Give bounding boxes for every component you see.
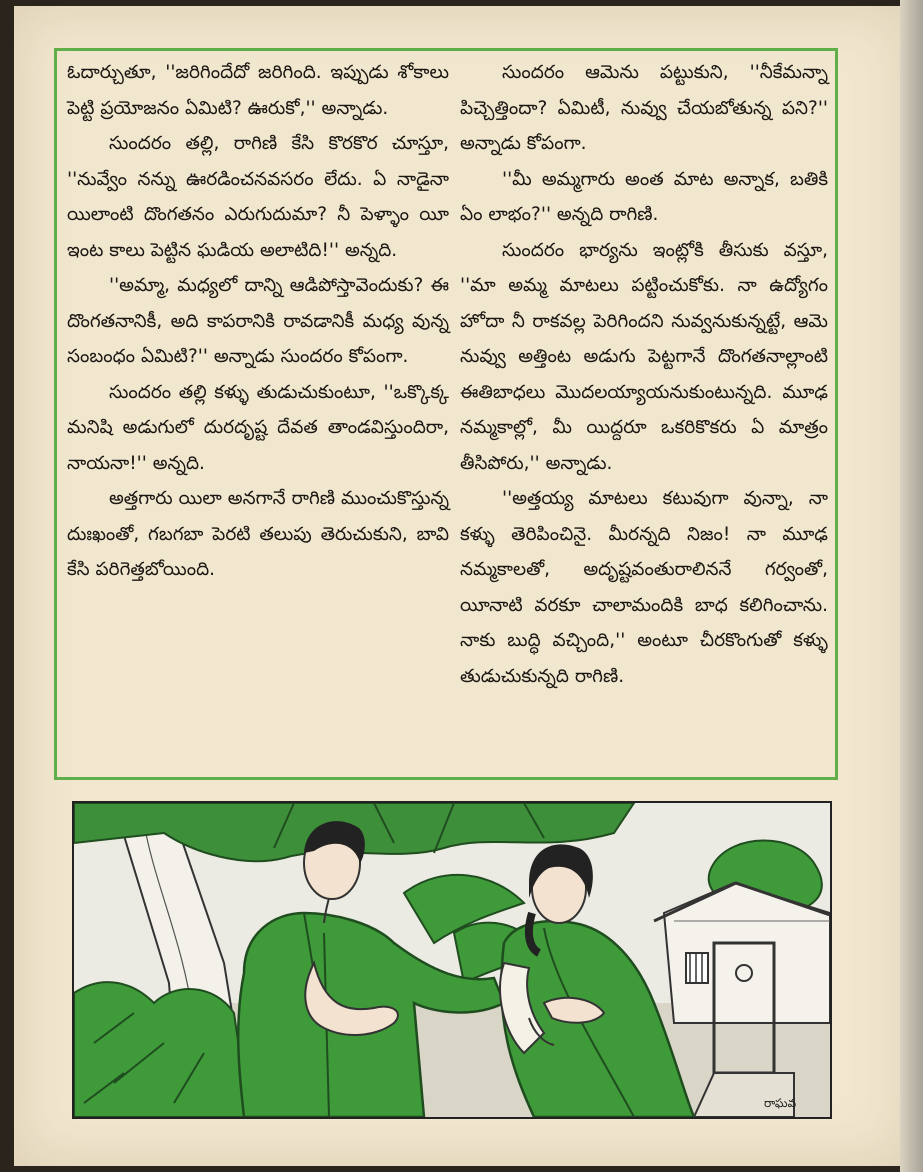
paragraph: ''మీ అమ్మగారు అంత మాట అన్నాక, బతికి ఏం లాభం?'' అన్నది రాగిణి. [460, 168, 828, 225]
paragraph: ''అమ్మా, మధ్యలో దాన్ని ఆడిపోస్తావెందుకు? ఈ దొంగతనానికీ, అది కాపరానికి రావడానికీ మధ్య వున్న సంబంధం ఏమిటి?'' అన్నాడు సుందరం కోపంగా. [67, 275, 449, 367]
story-illustration [72, 801, 832, 1119]
page-edge [900, 0, 923, 1172]
right-text-column [460, 55, 828, 694]
paragraph: అత్తగారు యిలా అనగానే రాగిణి ముంచుకొస్తున్న దుఃఖంతో, గబగబా పెరటి తలుపు తెరుచుకుని, బావి కేసి పరిగెత్తబోయింది. [67, 488, 449, 580]
plant-leaves [74, 982, 249, 1117]
paragraph: సుందరం తల్లి, రాగిణి కేసి కొరకొర చూస్తూ, ''నువ్వేం నన్ను ఊరడించనవసరం లేదు. ఏ నాడైనా యిలాంటి దొంగతనం ఎరుగుదుమా? నీ పెళ్ళాం యీ ఇంట కాలు పెట్టిన ఘడియ అలాటిది!'' అన్నది. [67, 133, 449, 261]
story-text-box [54, 48, 838, 780]
paragraph: సుందరం భార్యను ఇంట్లోకి తీసుకు వస్తూ, ''మా అమ్మ మాటలు పట్టించుకోకు. నా ఉద్యోగం హోదా నీ రాకవల్ల పెరిగిందని నువ్వనుకున్నట్టే, ఆమె నువ్వు అత్తింట అడుగు పెట్టగానే దొంగతనాల్లాంటి ఈతిబాధలు మొదలయ్యాయనుకుంటున్నది. మూఢ నమ్మకాల్లో, మీ యిద్దరూ ఒకరికొకరు ఏ మాత్రం తీసిపోరు,'' అన్నాడు. [460, 239, 828, 474]
left-text-column [67, 55, 449, 588]
paragraph: సుందరం తల్లి కళ్ళు తుడుచుకుంటూ, ''ఒక్కొక్క మనిషి అడుగులో దురదృష్ట దేవత తాండవిస్తుందిరా, నాయనా!'' అన్నది. [67, 381, 449, 474]
paragraph: ''అత్తయ్య మాటలు కటువుగా వున్నా, నా కళ్ళు తెరిపించినై. మీరన్నది నిజం! నా మూఢ నమ్మకాలతో, అదృష్టవంతురాలిననే గర్వంతో, యీనాటి వరకూ చాలామందికి బాధ కలిగించాను. నాకు బుద్ధి వచ్చింది,'' అంటూ చీరకొంగుతో కళ్ళు తుడుచుకున్నది రాగిణి. [460, 488, 828, 687]
artist-signature: రాఘవ [764, 1096, 797, 1110]
paragraph: ఓదార్చుతూ, ''జరిగిందేదో జరిగింది. ఇప్పుడు శోకాలు పెట్టి ప్రయోజనం ఏమిటి? ఊరుకో,'' అన్నాడు. [67, 62, 449, 119]
paragraph: సుందరం ఆమెను పట్టుకుని, ''నీకేమన్నా పిచ్చెత్తిందా? ఏమిటీ, నువ్వు చేయబోతున్న పని?'' అన్నాడు కోపంగా. [460, 62, 828, 154]
magazine-page [14, 6, 910, 1166]
